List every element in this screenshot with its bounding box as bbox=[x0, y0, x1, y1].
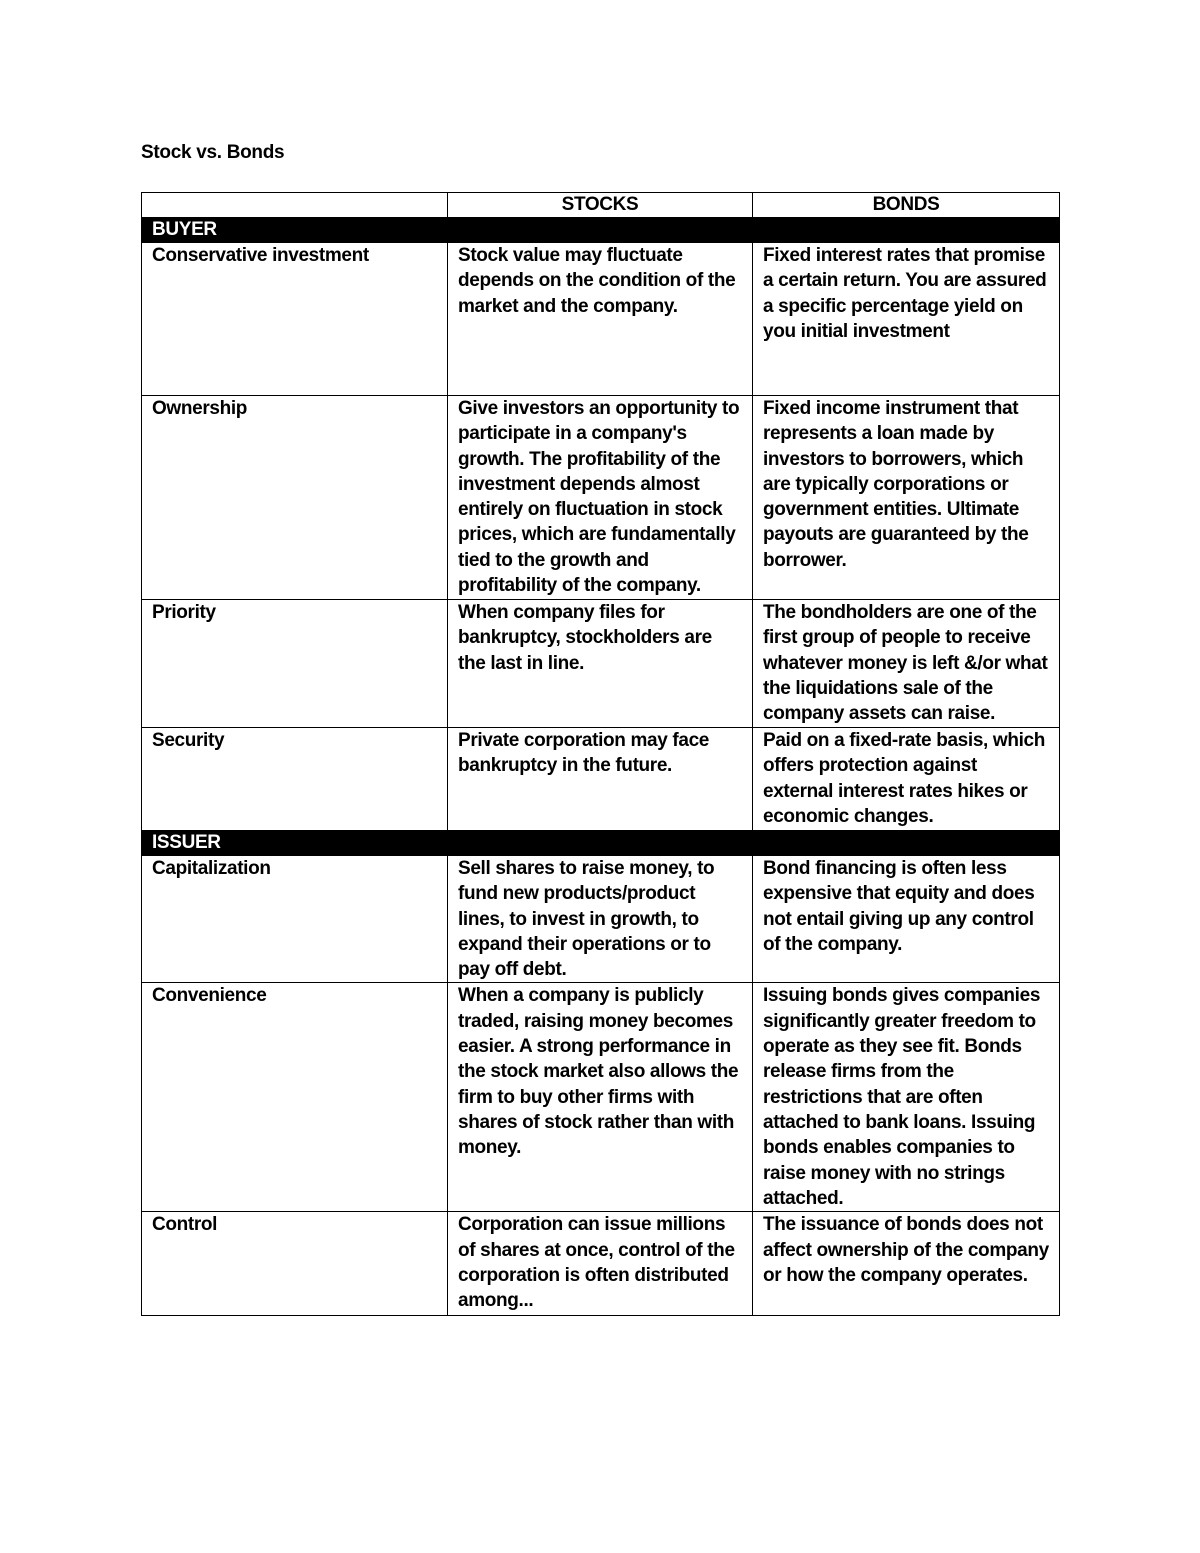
stocks-cell: When a company is publicly traded, raising money becomes easier. A strong performance in the stock market also allows the firm to buy other firms with shares of stock rather than with money. bbox=[448, 983, 753, 1212]
stocks-cell: Give investors an opportunity to participate in a company's growth. The profitability of the investment depends almost entirely on fluctuation in stock prices, which are fundamentally tied to the growth and profitability of the company. bbox=[448, 396, 753, 600]
section-label: BUYER bbox=[142, 218, 448, 243]
bonds-cell: The bondholders are one of the first group of people to receive whatever money is left &/or what the liquidations sale of the company assets can raise. bbox=[753, 600, 1060, 728]
section-filler bbox=[753, 218, 1060, 243]
stocks-cell: Private corporation may face bankruptcy in the future. bbox=[448, 728, 753, 831]
section-row-issuer bbox=[142, 831, 1060, 856]
stocks-cell: Sell shares to raise money, to fund new products/product lines, to invest in growth, to expand their operations or to pay off debt. bbox=[448, 856, 753, 983]
table-row bbox=[142, 396, 1060, 600]
table-row bbox=[142, 243, 1060, 396]
document-title: Stock vs. Bonds bbox=[141, 142, 285, 163]
stocks-cell: Stock value may fluctuate depends on the condition of the market and the company. bbox=[448, 243, 753, 396]
row-label: Convenience bbox=[142, 983, 448, 1212]
bonds-cell: Bond financing is often less expensive that equity and does not entail giving up any control of the company. bbox=[753, 856, 1060, 983]
section-filler bbox=[448, 218, 753, 243]
table-row bbox=[142, 600, 1060, 728]
bonds-cell: Paid on a fixed-rate basis, which offers protection against external interest rates hikes or economic changes. bbox=[753, 728, 1060, 831]
section-filler bbox=[448, 831, 753, 856]
header-bonds: BONDS bbox=[753, 193, 1060, 218]
section-row-buyer bbox=[142, 218, 1060, 243]
table-row bbox=[142, 728, 1060, 831]
table-row bbox=[142, 1212, 1060, 1316]
bonds-cell: Fixed income instrument that represents a loan made by investors to borrowers, which are typically corporations or government entities. Ultimate payouts are guaranteed by the borrower. bbox=[753, 396, 1060, 600]
table-row bbox=[142, 983, 1060, 1212]
stocks-cell: When company files for bankruptcy, stockholders are the last in line. bbox=[448, 600, 753, 728]
table-row bbox=[142, 856, 1060, 983]
bonds-cell: Fixed interest rates that promise a certain return. You are assured a specific percentage yield on you initial investment bbox=[753, 243, 1060, 396]
row-label: Capitalization bbox=[142, 856, 448, 983]
section-filler bbox=[753, 831, 1060, 856]
header-stocks: STOCKS bbox=[448, 193, 753, 218]
bonds-cell: Issuing bonds gives companies significantly greater freedom to operate as they see fit. Bonds release firms from the restrictions that are often attached to bank loans. Issuing bonds enables companies to raise money with no strings attached. bbox=[753, 983, 1060, 1212]
stocks-vs-bonds-table bbox=[141, 192, 1060, 1316]
row-label: Control bbox=[142, 1212, 448, 1316]
bonds-cell: The issuance of bonds does not affect ownership of the company or how the company operates. bbox=[753, 1212, 1060, 1316]
row-label: Priority bbox=[142, 600, 448, 728]
table-header-row bbox=[142, 193, 1060, 218]
row-label: Conservative investment bbox=[142, 243, 448, 396]
header-empty-cell bbox=[142, 193, 448, 218]
row-label: Ownership bbox=[142, 396, 448, 600]
stocks-cell: Corporation can issue millions of shares at once, control of the corporation is often distributed among... bbox=[448, 1212, 753, 1316]
row-label: Security bbox=[142, 728, 448, 831]
section-label: ISSUER bbox=[142, 831, 448, 856]
